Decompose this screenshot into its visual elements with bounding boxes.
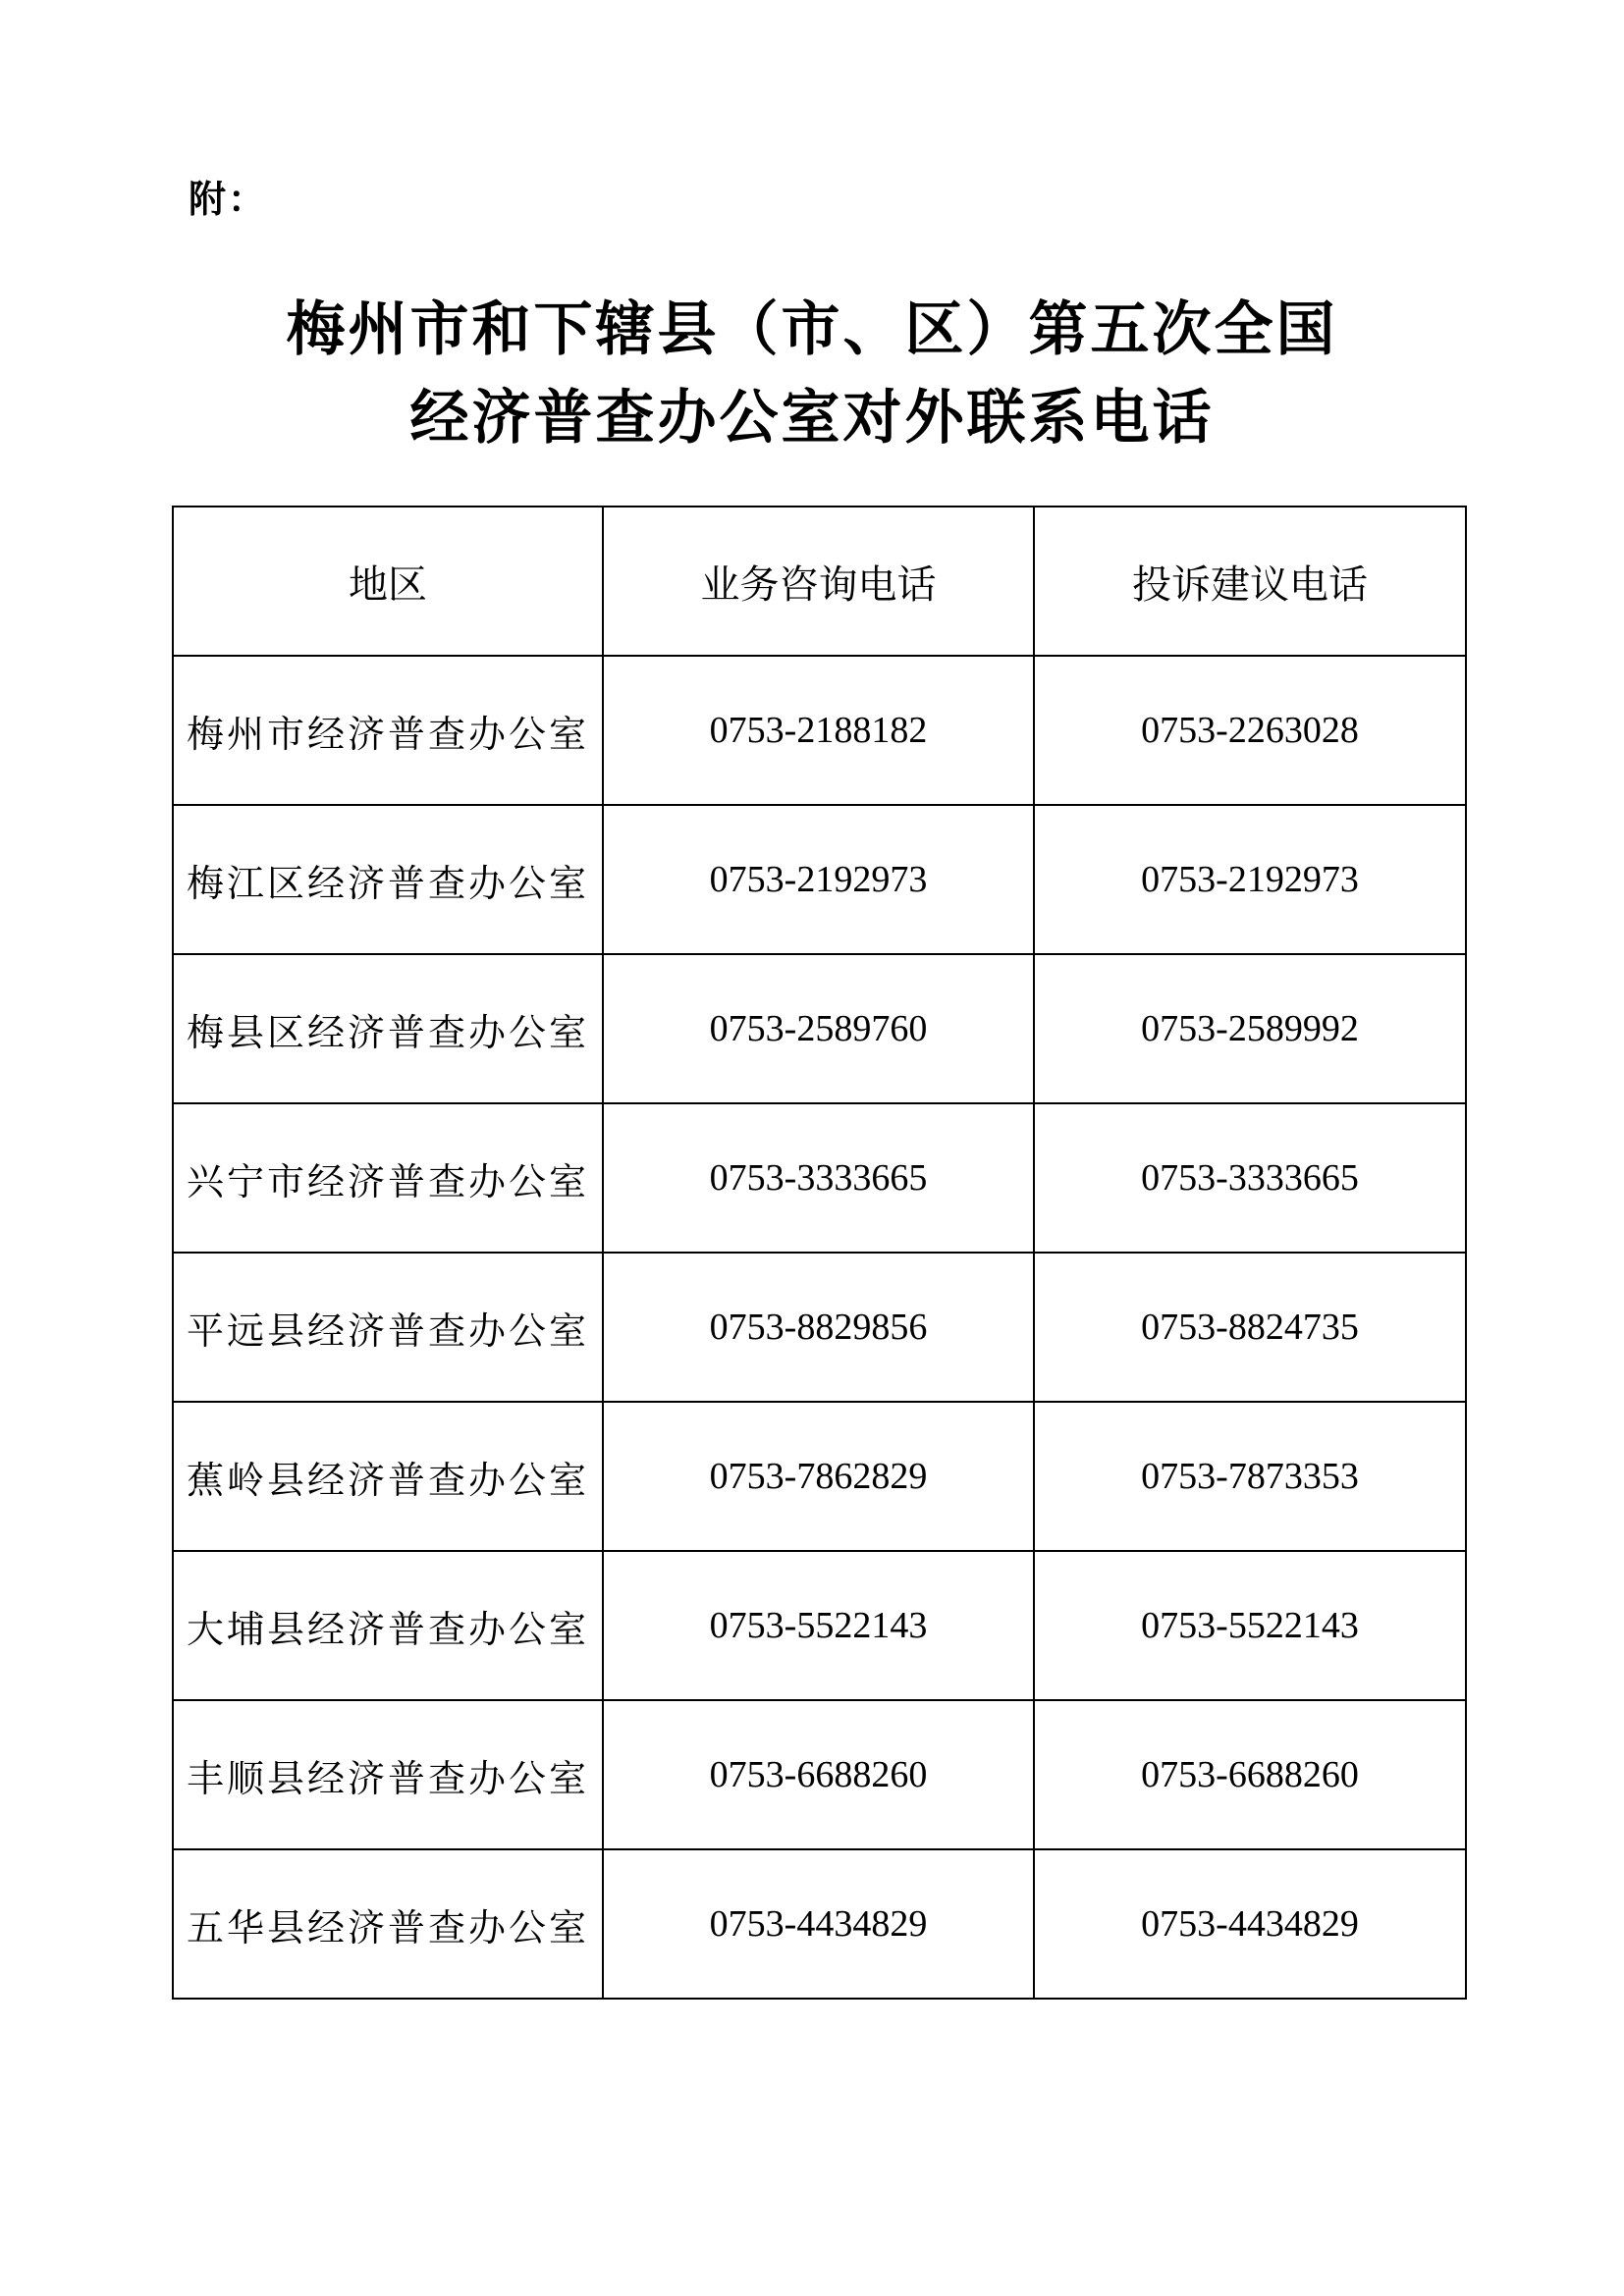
table-header-row	[173, 507, 1466, 656]
consult-phone-cell: 0753-7862829	[603, 1402, 1034, 1551]
region-cell: 蕉岭县经济普查办公室	[173, 1402, 603, 1551]
consult-phone-cell: 0753-4434829	[603, 1849, 1034, 1999]
table-row	[173, 1551, 1466, 1700]
complaint-phone-cell: 0753-3333665	[1034, 1103, 1466, 1253]
header-region: 地区	[173, 507, 603, 656]
consult-phone-cell: 0753-6688260	[603, 1700, 1034, 1849]
consult-phone-cell: 0753-3333665	[603, 1103, 1034, 1253]
region-cell: 兴宁市经济普查办公室	[173, 1103, 603, 1253]
complaint-phone-cell: 0753-6688260	[1034, 1700, 1466, 1849]
region-cell: 梅州市经济普查办公室	[173, 656, 603, 805]
consult-phone-cell: 0753-2188182	[603, 656, 1034, 805]
complaint-phone-cell: 0753-2263028	[1034, 656, 1466, 805]
consult-phone-cell: 0753-8829856	[603, 1253, 1034, 1402]
contact-table	[172, 506, 1467, 2000]
region-cell: 丰顺县经济普查办公室	[173, 1700, 603, 1849]
complaint-phone-cell: 0753-7873353	[1034, 1402, 1466, 1551]
region-cell: 大埔县经济普查办公室	[173, 1551, 603, 1700]
table-row	[173, 656, 1466, 805]
table-row	[173, 1402, 1466, 1551]
table-row	[173, 1849, 1466, 1999]
table-row	[173, 805, 1466, 954]
attachment-label: 附：	[189, 178, 268, 221]
region-cell: 梅县区经济普查办公室	[173, 954, 603, 1103]
header-consult-phone: 业务咨询电话	[603, 507, 1034, 656]
region-cell: 五华县经济普查办公室	[173, 1849, 603, 1999]
complaint-phone-cell: 0753-4434829	[1034, 1849, 1466, 1999]
region-cell: 平远县经济普查办公室	[173, 1253, 603, 1402]
table-row	[173, 954, 1466, 1103]
table-row	[173, 1700, 1466, 1849]
consult-phone-cell: 0753-2192973	[603, 805, 1034, 954]
complaint-phone-cell: 0753-2589992	[1034, 954, 1466, 1103]
header-complaint-phone: 投诉建议电话	[1034, 507, 1466, 656]
page-title-line-2: 经济普查办公室对外联系电话	[409, 384, 1215, 453]
table-row	[173, 1253, 1466, 1402]
complaint-phone-cell: 0753-5522143	[1034, 1551, 1466, 1700]
consult-phone-cell: 0753-2589760	[603, 954, 1034, 1103]
region-cell: 梅江区经济普查办公室	[173, 805, 603, 954]
complaint-phone-cell: 0753-2192973	[1034, 805, 1466, 954]
complaint-phone-cell: 0753-8824735	[1034, 1253, 1466, 1402]
consult-phone-cell: 0753-5522143	[603, 1551, 1034, 1700]
page-title-line-1: 梅州市和下辖县（市、区）第五次全国	[286, 295, 1338, 364]
table-row	[173, 1103, 1466, 1253]
